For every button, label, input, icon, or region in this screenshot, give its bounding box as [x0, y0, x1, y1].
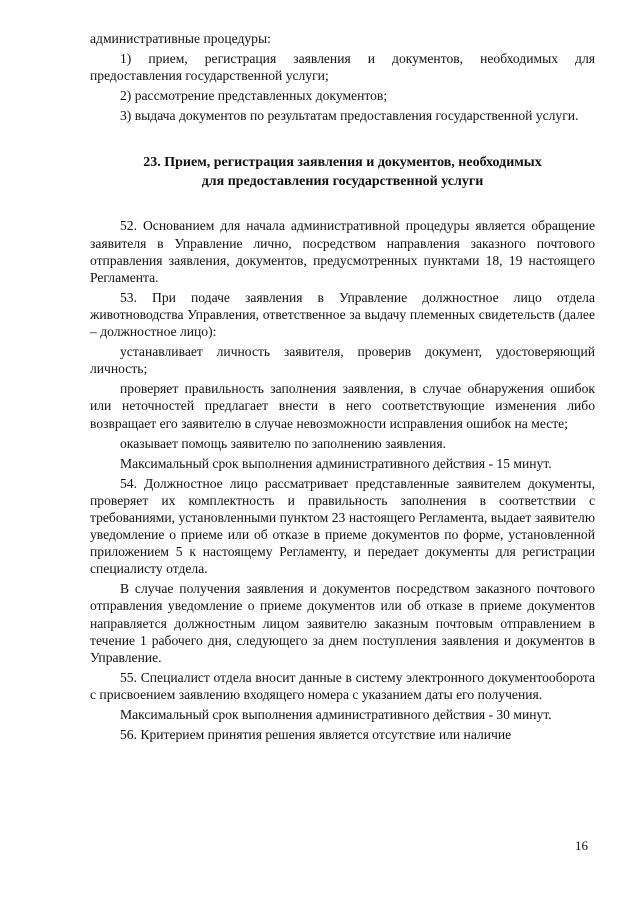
paragraph: 2) рассмотрение представленных документов;	[120, 88, 388, 104]
section-heading-line-1: 23. Прием, регистрация заявления и документов, необходимых	[143, 155, 542, 171]
document-page	[90, 30, 595, 746]
paragraph: 1) прием, регистрация заявления и документов, необходимых для предоставления государственной услуги;	[90, 51, 595, 84]
paragraph: 52. Основанием для начала административной процедуры является обращение заявителя в Управление лично, посредством направления заказного почтового отправления заявления, документов, предусмотренных пунктами 18, 19 настоящего Регламента.	[90, 218, 595, 285]
paragraph: В случае получения заявления и документов посредством заказного почтового отправления уведомление о приеме документов или об отказе в приеме документов направляется должностным лицом заявителю заказным почтовым отправлением в течение 1 рабочего дня, следующего за днем поступления заявления и документов в Управление.	[90, 581, 595, 665]
paragraph: Максимальный срок выполнения административного действия - 15 минут.	[120, 455, 552, 471]
paragraph: 55. Специалист отдела вносит данные в систему электронного документооборота с присвоением заявлению входящего номера с указанием даты его получения.	[90, 669, 595, 702]
paragraph: Максимальный срок выполнения административного действия - 30 минут.	[120, 707, 552, 722]
paragraphs-after-section	[90, 217, 595, 743]
page-number: 16	[575, 838, 588, 853]
paragraph: 3) выдача документов по результатам предоставления государственной услуги.	[120, 108, 579, 124]
paragraph: 56. Критерием принятия решения является отсутствие или наличие	[120, 727, 512, 743]
section-heading-line-2: для предоставления государственной услуги	[201, 174, 484, 190]
paragraph: устанавливает личность заявителя, проверив документ, удостоверяющий личность;	[90, 344, 595, 377]
paragraph: 53. При подаче заявления в Управление должностное лицо отдела животноводства Управления, ответственное за выдачу племенных свидетельств (далее – должностное лицо):	[90, 289, 595, 340]
paragraph: административные процедуры:	[90, 31, 271, 46]
paragraphs-before-section	[90, 30, 595, 124]
paragraph: 54. Должностное лицо рассматривает представленные заявителем документы, проверяет их комплектность и правильность заполнения в соответствии с требованиями, установленными пунктом 23 настоящего Регламента, выдает заявителю уведомление о приеме или об отказе в приеме документов по форме, установленной приложением 5 к настоящему Регламенту, и передает документы для регистрации специалисту отдела.	[90, 475, 595, 577]
section-heading	[90, 153, 595, 191]
paragraph: оказывает помощь заявителю по заполнению заявления.	[120, 435, 447, 451]
paragraph: проверяет правильность заполнения заявления, в случае обнаружения ошибок или неточностей предлагает внести в него соответствующие изменения либо возвращает его заявителю в случае невозможности исправления ошибок на месте;	[90, 381, 595, 431]
